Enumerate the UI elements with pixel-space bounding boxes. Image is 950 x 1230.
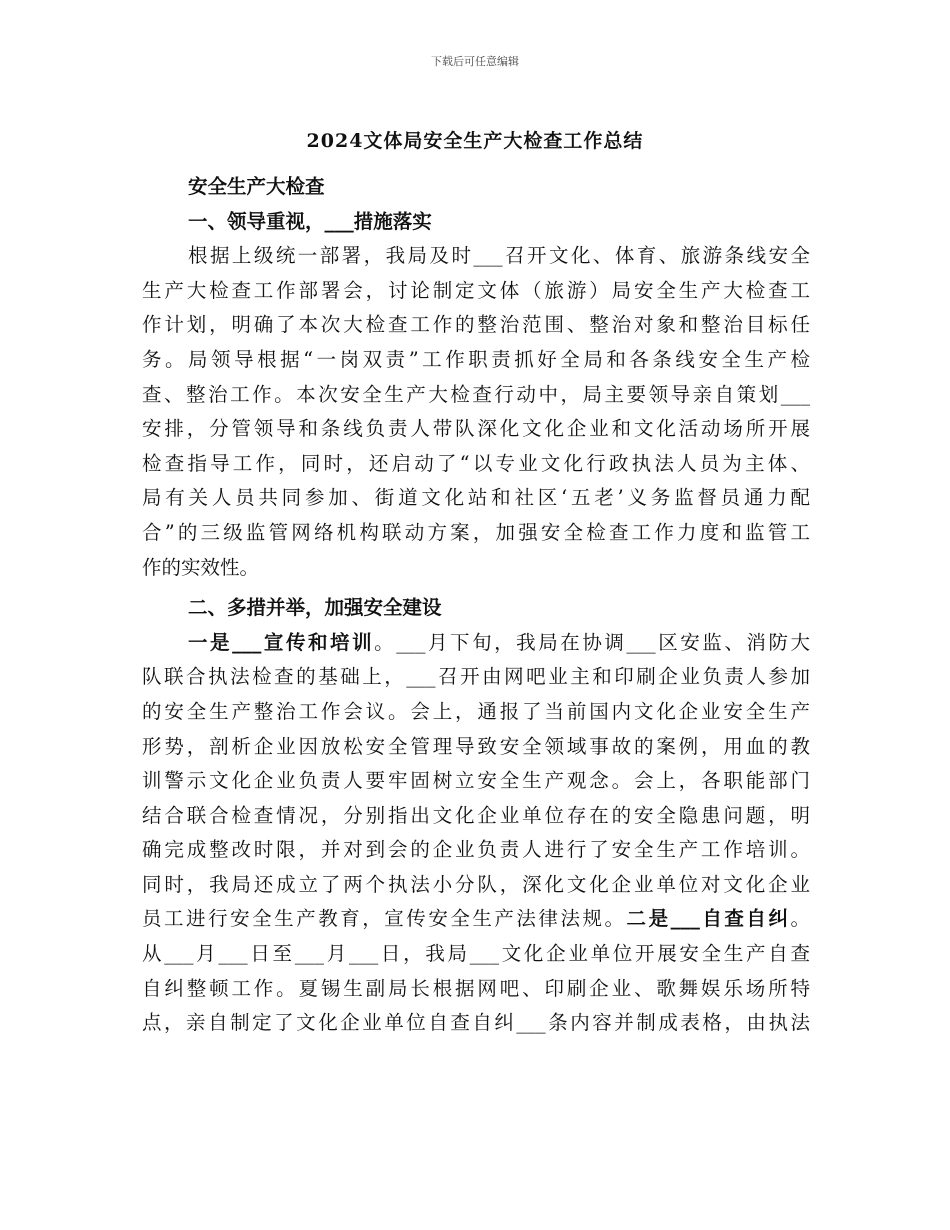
para2-line: 从___月___日至___月___日，我局___文化企业单位开展安全生产自查 — [142, 942, 810, 966]
para1-line: 生产大检查工作部署会，讨论制定文体（旅游）局安全生产大检查工 — [142, 278, 810, 302]
page-header-note: 下载后可任意编辑 — [431, 55, 519, 68]
section-label: 安全生产大检查 — [188, 175, 325, 198]
para2-second-bold: 二是___自查自纠 — [626, 907, 791, 931]
para2-line: 结合联合检查情况，分别指出文化企业单位存在的安全隐患问题，明 — [142, 803, 810, 827]
para1-line: 局有关人员共同参加、街道文化站和社区‘五老’义务监督员通力配 — [142, 486, 810, 510]
para2-lead-bold: 一是___宣传和培训 — [188, 630, 375, 654]
para1-line: 作计划，明确了本次大检查工作的整治范围、整治对象和整治目标任 — [142, 313, 810, 337]
para2-line9-text: 员工进行安全生产教育，宣传安全生产法律法规。 — [142, 907, 627, 931]
para2-line: 的安全生产整治工作会议。会上，通报了当前国内文化企业安全生产 — [142, 699, 810, 723]
para1-line: 合”的三级监管网络机构联动方案，加强安全检查工作力度和监管工 — [142, 520, 810, 544]
para1-line: 查、整治工作。本次安全生产大检查行动中，局主要领导亲自策划___ — [142, 382, 810, 406]
heading-2: 二、多措并举，加强安全建设 — [188, 596, 442, 620]
para2-line: 训警示文化企业负责人要牢固树立安全生产观念。会上，各职能部门 — [142, 769, 810, 793]
para2-line: 队联合执法检查的基础上，___召开由网吧业主和印刷企业负责人参加 — [142, 665, 810, 689]
para1-line: 检查指导工作，同时，还启动了“以专业文化行政执法人员为主体、 — [142, 451, 810, 475]
document-body — [142, 170, 810, 1041]
document-title: 2024文体局安全生产大检查工作总结 — [306, 130, 644, 152]
para1-line: 根据上级统一部署，我局及时___召开文化、体育、旅游条线安全 — [188, 244, 810, 268]
para2-line: 形势，剖析企业因放松安全管理导致安全领域事故的案例，用血的教 — [142, 734, 810, 758]
para2-line — [142, 902, 810, 937]
para2-line — [142, 626, 810, 661]
para2-line9-end: 。 — [790, 907, 810, 931]
para2-line: 同时，我局还成立了两个执法小分队，深化文化企业单位对文化企业 — [142, 872, 810, 896]
para1-line: 作的实效性。 — [142, 555, 260, 579]
para2-line: 点，亲自制定了文化企业单位自查自纠___条内容并制成表格，由执法 — [142, 1011, 810, 1035]
para2-lead-text: 。___月下旬，我局在协调___区安监、消防大 — [374, 630, 810, 654]
para2-line: 自纠整顿工作。夏锡生副局长根据网吧、印刷企业、歌舞娱乐场所特 — [142, 976, 810, 1000]
para1-line: 务。局领导根据“一岗双责”工作职责抓好全局和各条线安全生产检 — [142, 347, 810, 371]
heading-1: 一、领导重视，___措施落实 — [188, 209, 432, 233]
para1-line: 安排，分管领导和条线负责人带队深化文化企业和文化活动场所开展 — [142, 417, 810, 441]
para2-line: 确完成整改时限，并对到会的企业负责人进行了安全生产工作培训。 — [142, 838, 810, 862]
